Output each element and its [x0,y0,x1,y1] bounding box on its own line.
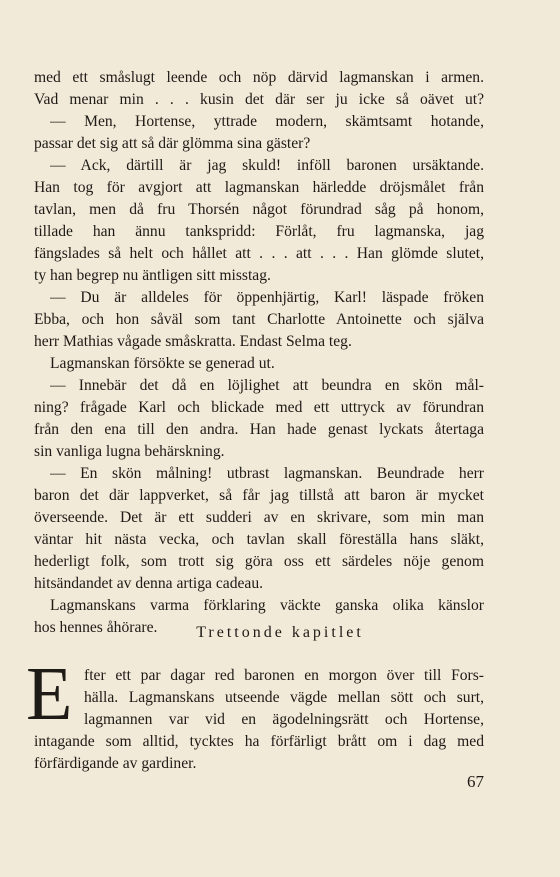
text-line: från den ena till den andra. Han hade genast lyckats återtaga [34,421,484,438]
text-line: hitsändandet av denna artiga cadeau. [34,575,264,592]
text-line: Han tog för avgjort att lagmanskan härledde dröjsmålet från [34,179,484,196]
text-line: fängslades så helt och hållet att . . . att . . . Han glömde slutet, [34,245,484,262]
text-line: tavlan, men då fru Thorsén något förundrad såg på honom, [34,201,484,218]
text-line: Lagmanskans varma förklaring väckte ganska olika känslor [50,597,484,614]
text-line: hederligt folk, som trott sig göra oss ett särdeles nöje genom [34,553,484,570]
text-line: Lagmanskan försökte se generad ut. [50,355,275,372]
text-line: — Men, Hortense, yttrade modern, skämtsamt hotande, [50,113,484,130]
text-line: väntar hit nästa vecka, och tavlan skall föreställa hans släkt, [34,531,484,548]
text-line: Ebba, och hon såväl som tant Charlotte Antoinette och själva [34,311,484,328]
text-line: sin vanliga lugna behärskning. [34,443,225,460]
chapter-title: Trettonde kapitlet [196,624,364,641]
text-line: fter ett par dagar red baronen en morgon över till Fors- [84,667,484,684]
text-line: — Ack, därtill är jag skuld! inföll baronen ursäktande. [50,157,484,174]
text-line: hälla. Lagmanskans utseende vägde mellan sött och surt, [84,689,484,706]
text-line: med ett småslugt leende och nöp därvid lagmanskan i armen. [34,69,484,86]
text-line: tillade han ännu tankspridd: Förlåt, fru lagmanska, jag [34,223,484,240]
text-line: hos hennes åhörare. [34,619,158,636]
text-line: — Innebär det då en löjlighet att beundra en skön mål- [50,377,484,394]
drop-cap: E [26,652,73,736]
text-line: ning? frågade Karl och blickade med ett uttryck av förundran [34,399,484,416]
page-number: 67 [467,772,484,791]
text-line: herr Mathias vågade småskratta. Endast Selma teg. [34,333,352,350]
text-line: Vad menar min . . . kusin det där ser ju icke så oävet ut? [34,91,484,108]
text-line: — En skön målning! utbrast lagmanskan. Beundrade herr [50,465,484,482]
text-line: förfärdigande av gardiner. [34,755,197,772]
text-line: intagande som alltid, tycktes ha förfärligt brått om i dag med [34,733,484,750]
text-line: passar det sig att så där glömma sina gäster? [34,135,311,152]
text-line: ty han begrep nu äntligen sitt misstag. [34,267,271,284]
text-line: överseende. Det är ett sudderi av en skrivare, som min man [34,509,484,526]
text-line: lagmannen var vid en ägodelningsrätt och Hortense, [84,711,484,728]
text-line: — Du är alldeles för öppenhjärtig, Karl! läspade fröken [50,289,484,306]
text-line: baron det där lappverket, så får jag tillstå att baron är mycket [34,487,484,504]
